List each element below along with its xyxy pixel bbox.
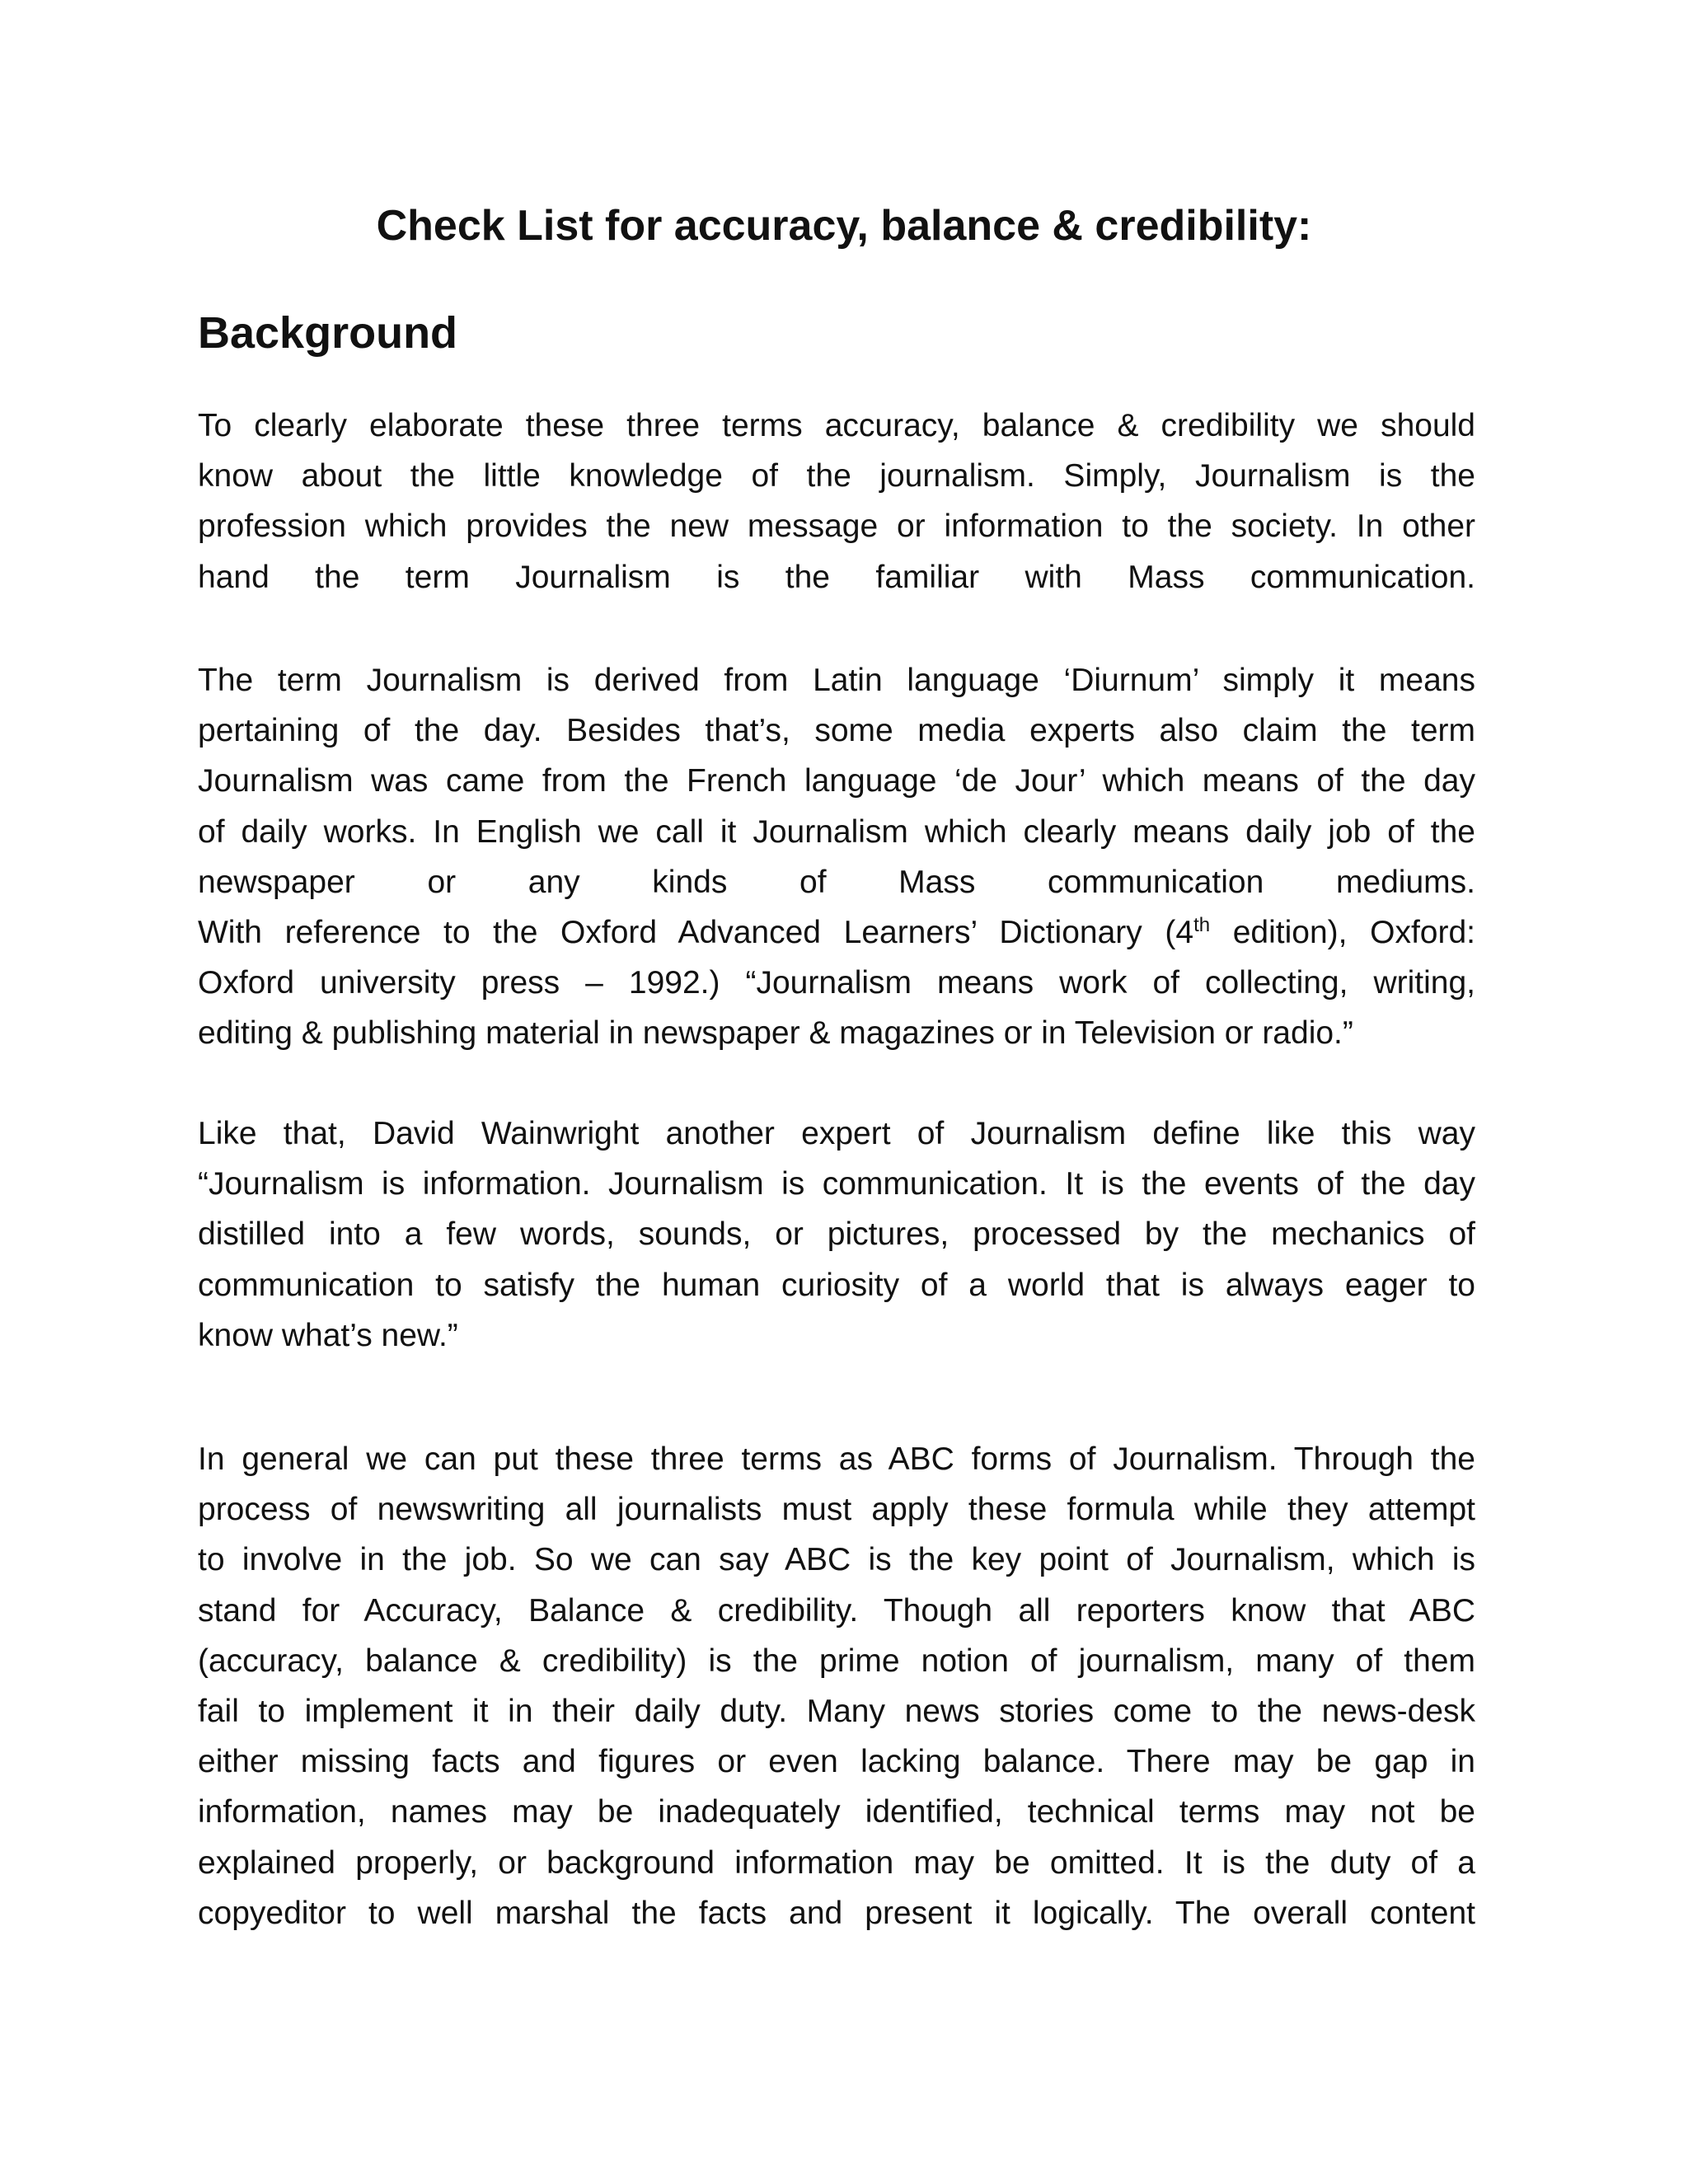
text-line: profession which provides the new message or information to the society. In other xyxy=(198,509,1475,545)
text-line: Journalism was came from the French language ‘de Jour’ which means of the day xyxy=(198,763,1475,799)
text-line: In general we can put these three terms as ABC forms of Journalism. Through the xyxy=(198,1441,1475,1477)
paragraph-wainwright-quote xyxy=(198,1108,1475,1361)
text-line: know what’s new.” xyxy=(198,1317,458,1353)
document-title: Check List for accuracy, balance & credibility: xyxy=(376,202,1312,250)
text-line: explained properly, or background information may be omitted. It is the duty of a xyxy=(198,1844,1475,1881)
paragraph-term-origin xyxy=(198,655,1475,1059)
text-line: fail to implement it in their daily duty. Many news stories come to the news-desk xyxy=(198,1693,1475,1729)
text-line: of daily works. In English we call it Journalism which clearly means daily job of the xyxy=(198,813,1475,850)
text-line: pertaining of the day. Besides that’s, some media experts also claim the term xyxy=(198,713,1475,749)
text-line: hand the term Journalism is the familiar with Mass communication. xyxy=(198,559,1475,595)
text-line: newspaper or any kinds of Mass communication mediums. xyxy=(198,864,1475,900)
ordinal-superscript: th xyxy=(1193,913,1211,936)
text-line: information, names may be inadequately identified, technical terms may not be xyxy=(198,1794,1475,1830)
text-line: process of newswriting all journalists must apply these formula while they attempt xyxy=(198,1492,1475,1528)
text-line: To clearly elaborate these three terms accuracy, balance & credibility we should xyxy=(198,408,1475,443)
oxford-text-after: edition), Oxford: xyxy=(1210,914,1475,950)
oxford-text-before: With reference to the Oxford Advanced Learners’ Dictionary (4 xyxy=(198,914,1194,950)
text-line: know about the little knowledge of the journalism. Simply, Journalism is the xyxy=(198,458,1475,494)
text-line: either missing facts and figures or even lacking balance. There may be gap in xyxy=(198,1744,1475,1780)
text-line: editing & publishing material in newspaper & magazines or in Television or radio.” xyxy=(198,1015,1353,1052)
text-line: distilled into a few words, sounds, or pictures, processed by the mechanics of xyxy=(198,1216,1475,1253)
text-line: Oxford university press – 1992.) “Journalism means work of collecting, writing, xyxy=(198,965,1475,1001)
text-line: copyeditor to well marshal the facts and present it logically. The overall content xyxy=(198,1895,1475,1931)
text-line: (accuracy, balance & credibility) is the prime notion of journalism, many of them xyxy=(198,1643,1475,1679)
text-line: The term Journalism is derived from Latin language ‘Diurnum’ simply it means xyxy=(198,663,1475,698)
section-heading-background: Background xyxy=(198,308,458,358)
text-line: communication to satisfy the human curiosity of a world that is always eager to xyxy=(198,1267,1475,1303)
paragraph-journalism-intro xyxy=(198,401,1475,602)
text-line: “Journalism is information. Journalism is communication. It is the events of the day xyxy=(198,1166,1475,1202)
paragraph-abc-forms xyxy=(198,1434,1475,1938)
oxford-reference-line xyxy=(198,907,1475,958)
text-line: stand for Accuracy, Balance & credibility. Though all reporters know that ABC xyxy=(198,1592,1475,1629)
text-line: Like that, David Wainwright another expert of Journalism define like this way xyxy=(198,1116,1475,1151)
text-line: to involve in the job. So we can say ABC is the key point of Journalism, which is xyxy=(198,1542,1475,1578)
